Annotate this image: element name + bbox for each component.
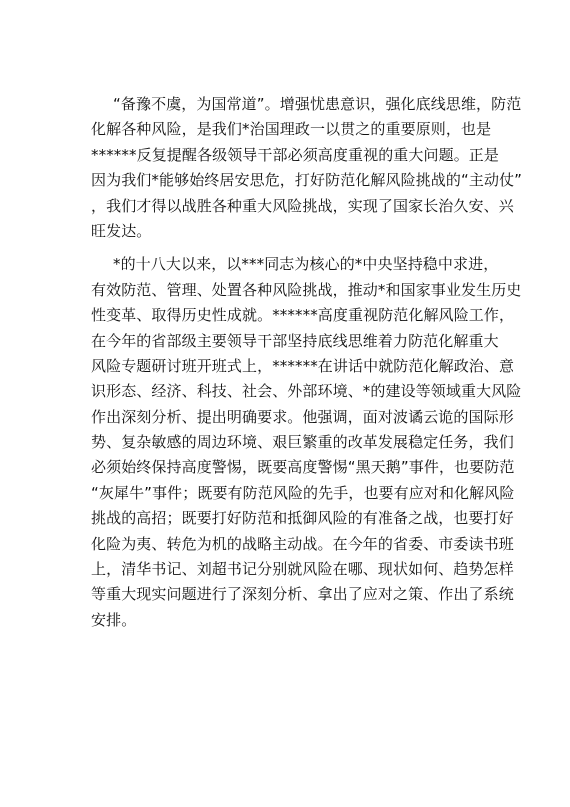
text-line: 风险专题研讨班开班式上，******在讲话中就防范化解政治、意 xyxy=(91,356,515,375)
text-line: 旺发达。 xyxy=(91,221,152,240)
text-line: 识形态、经济、科技、社会、外部环境、*的建设等领域重大风险 xyxy=(91,382,522,401)
text-line: 有效防范、管理、处置各种风险挑战，推动*和国家事业发生历史 xyxy=(91,280,522,299)
text-line: 化险为夷、转危为机的战略主动战。在今年的省委、市委读书班 xyxy=(91,534,514,553)
text-line: 等重大现实问题进行了深刻分析、拿出了应对之策、作出了系统 xyxy=(91,585,514,604)
text-line: 势、复杂敏感的周边环境、艰巨繁重的改革发展稳定任务，我们 xyxy=(91,433,514,452)
text-line: 安排。 xyxy=(91,610,137,629)
text-line: 必须始终保持高度警惕，既要高度警惕“黑天鹅”事件，也要防范 xyxy=(91,458,515,477)
document-body xyxy=(91,92,523,633)
text-line: ******反复提醒各级领导干部必须高度重视的重大问题。正是 xyxy=(91,145,500,164)
text-line: *的十八大以来，以***同志为核心的*中央坚持稳中求进， xyxy=(113,255,499,274)
paragraph-2 xyxy=(91,252,522,633)
text-line: “备豫不虞，为国常道”。增强忧患意识，强化底线思维，防范 xyxy=(113,95,522,113)
paragraph-1 xyxy=(91,92,523,244)
text-line: ，我们才得以战胜各种重大风险挑战，实现了国家长治久安、兴 xyxy=(91,196,514,215)
text-line: 因为我们*能够始终居安思危，打好防范化解风险挑战的“主动仗” xyxy=(91,171,523,190)
paragraph-spacer xyxy=(91,244,483,252)
text-line: “灰犀牛”事件；既要有防范风险的先手，也要有应对和化解风险 xyxy=(91,483,515,502)
text-line: 上，清华书记、刘超书记分别就风险在哪、现状如何、趋势怎样 xyxy=(91,560,514,579)
text-line: 化解各种风险，是我们*治国理政一以贯之的重要原则，也是 xyxy=(91,120,492,139)
text-line: 性变革、取得历史性成就。******高度重视防范化解风险工作， xyxy=(91,306,515,325)
text-line: 在今年的省部级主要领导干部坚持底线思维着力防范化解重大 xyxy=(91,331,499,350)
text-line: 作出深刻分析、提出明确要求。他强调，面对波谲云诡的国际形 xyxy=(91,407,514,426)
text-line: 挑战的高招；既要打好防范和抵御风险的有准备之战，也要打好 xyxy=(91,509,514,528)
